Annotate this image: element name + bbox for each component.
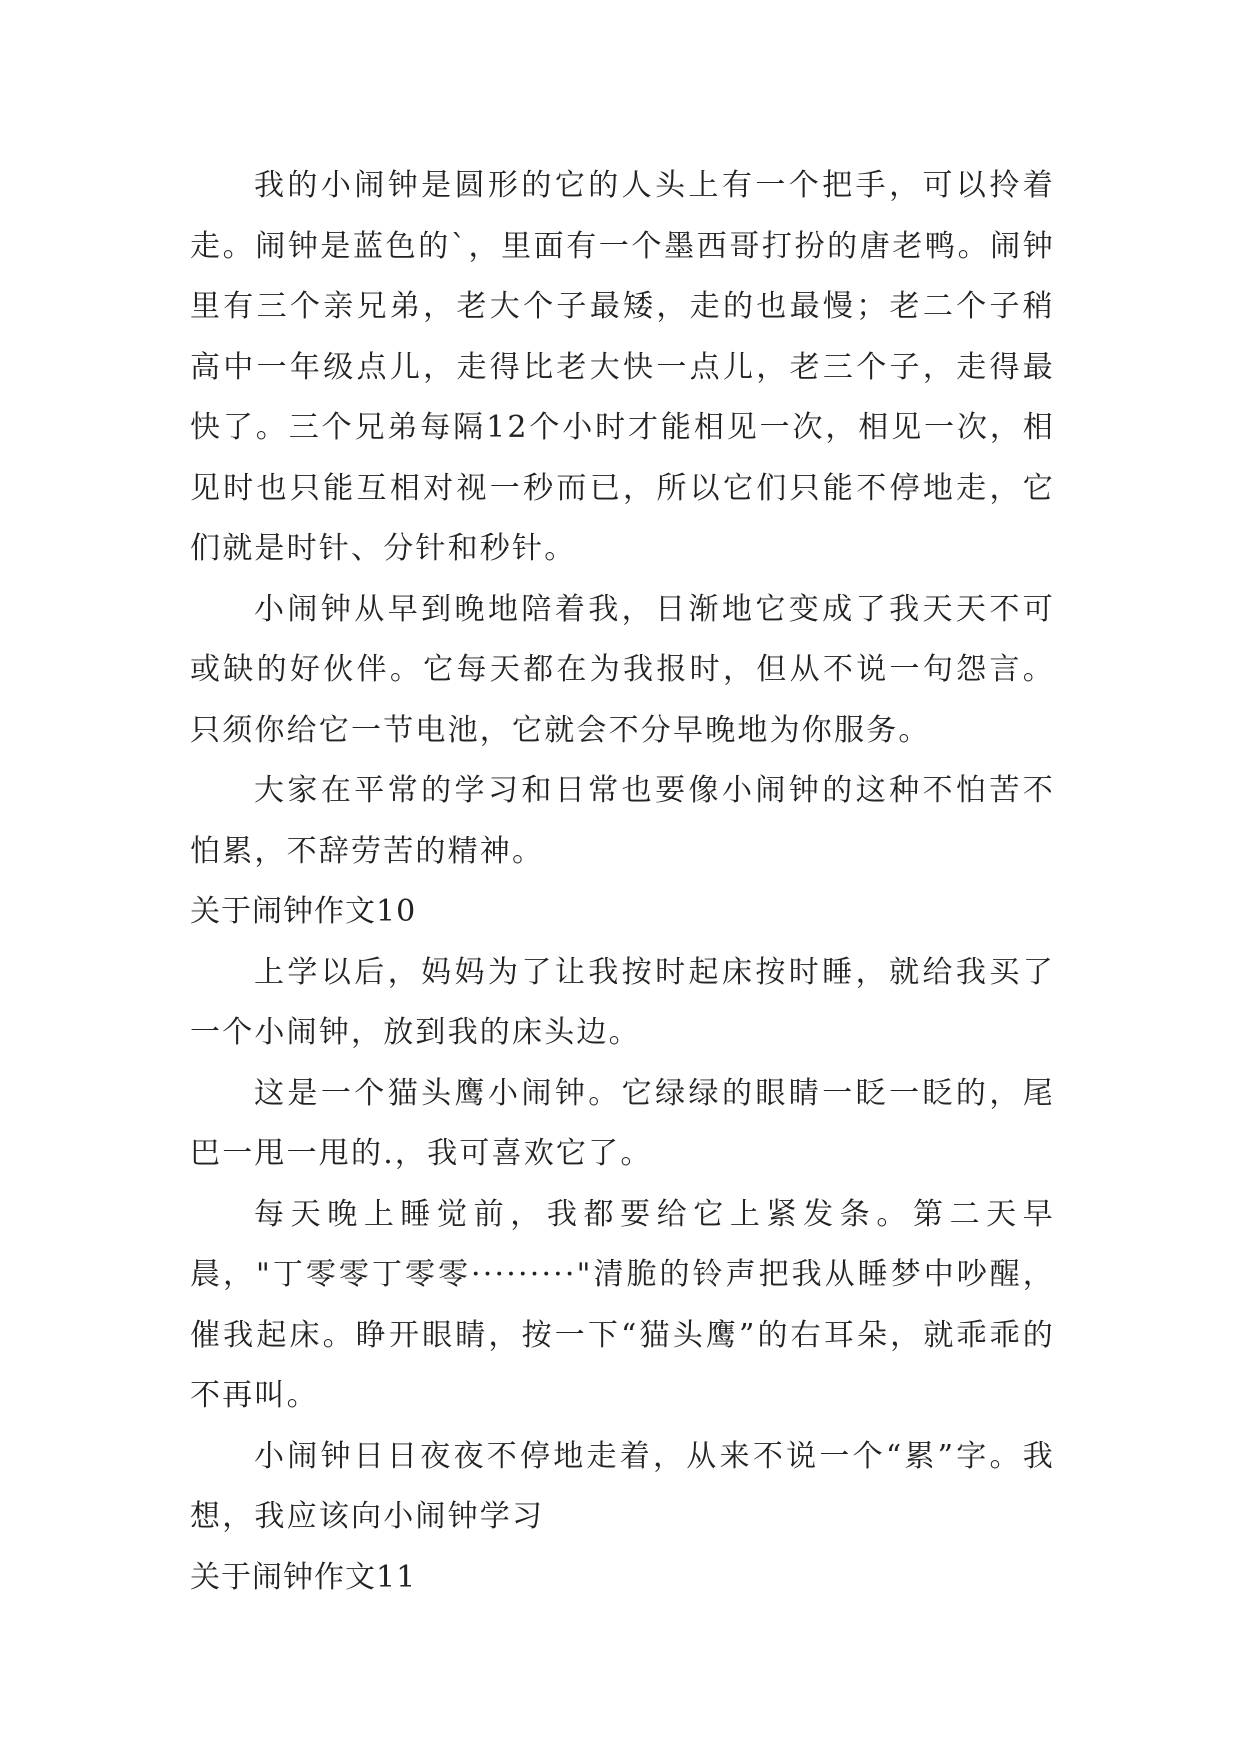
- paragraph-bought-clock: 上学以后，妈妈为了让我按时起床按时睡，就给我买了一个小闹钟，放到我的床头边。: [190, 954, 1055, 1050]
- section-heading-11: 关于闹钟作文11: [190, 1559, 417, 1595]
- paragraph-clock-spirit: 大家在平常的学习和日常也要像小闹钟的这种不怕苦不怕累，不辞劳苦的精神。: [190, 773, 1055, 869]
- paragraph-clock-description: 我的小闹钟是圆形的它的人头上有一个把手，可以拎着走。闹钟是蓝色的`，里面有一个墨西哥打扮的唐老鸭。闹钟里有三个亲兄弟，老大个子最矮，走的也最慢；老二个子稍高中一年级点儿，走得比老大快一点儿，老三个子，走得最快了。三个兄弟每隔12个小时才能相见一次，相见一次，相见时也只能互相对视一秒而已，所以它们只能不停地走，它们就是时针、分针和秒针。: [190, 168, 1055, 566]
- document-body: [190, 156, 1055, 1608]
- paragraph-clock-companion: 小闹钟从早到晚地陪着我，日渐地它变成了我天天不可或缺的好伙伴。它每天都在为我报时，但从不说一句怨言。只须你给它一节电池，它就会不分早晚地为你服务。: [190, 591, 1055, 748]
- paragraph-owl-clock: 这是一个猫头鹰小闹钟。它绿绿的眼睛一眨一眨的，尾巴一甩一甩的.，我可喜欢它了。: [190, 1075, 1055, 1171]
- paragraph-morning-alarm: 每天晚上睡觉前，我都要给它上紧发条。第二天早晨，"丁零零丁零零·········"清脆的铃声把我从睡梦中吵醒，催我起床。睁开眼睛，按一下“猫头鹰”的右耳朵，就乖乖的不再叫。: [190, 1196, 1055, 1413]
- section-heading-10: 关于闹钟作文10: [190, 894, 417, 929]
- paragraph-learn-from-clock: 小闹钟日日夜夜不停地走着，从来不说一个“累”字。我想，我应该向小闹钟学习: [190, 1438, 1055, 1534]
